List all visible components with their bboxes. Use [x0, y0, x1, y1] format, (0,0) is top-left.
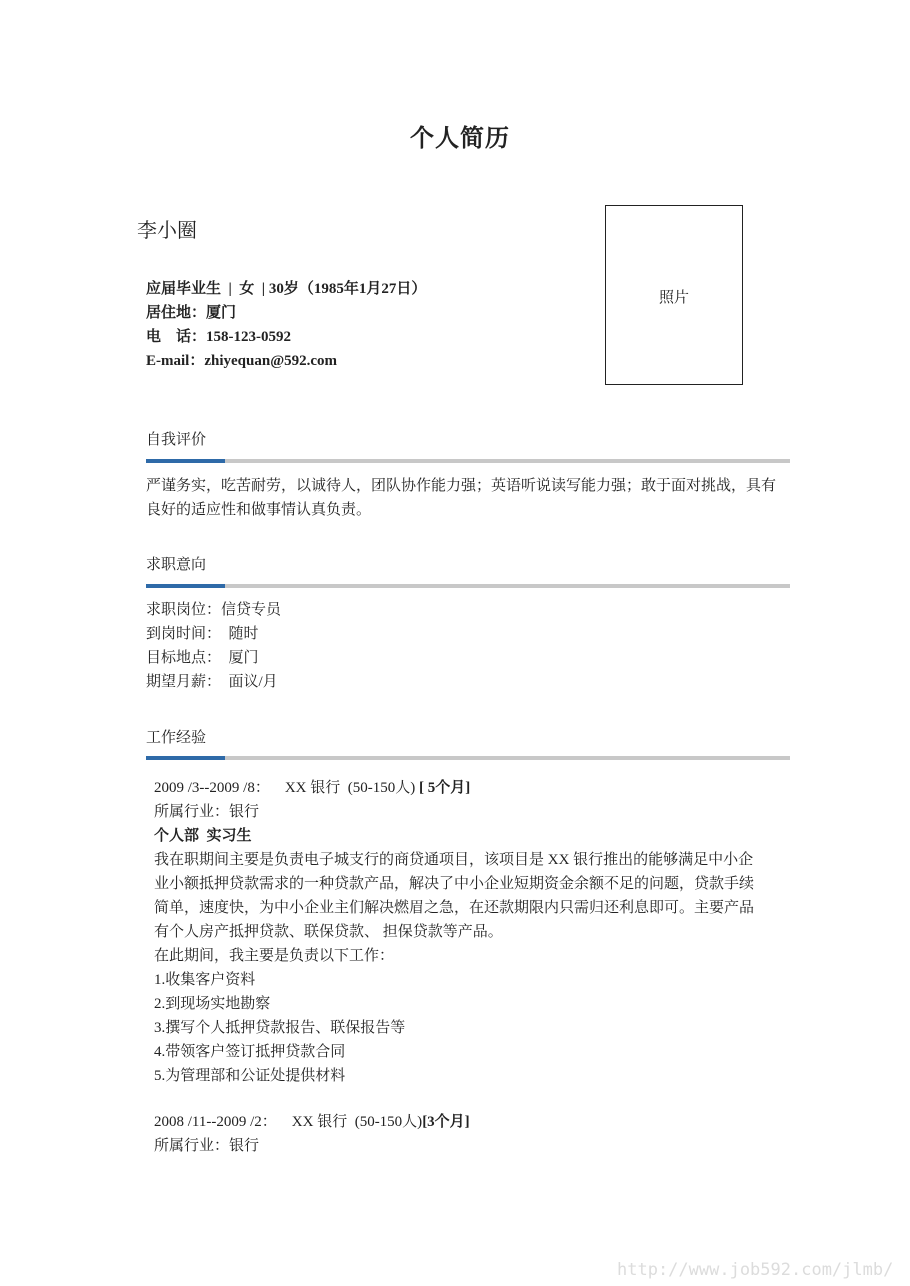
candidate-name: 李小圈	[137, 218, 197, 242]
self-evaluation-text: 严谨务实，吃苦耐劳，以诚待人，团队协作能力强；英语听说读写能力强；敢于面对挑战，具有良好的适应性和做事情认真负责。	[146, 478, 777, 518]
section-divider	[146, 459, 790, 463]
job-industry: 所属行业：银行	[154, 1138, 260, 1154]
job-period: 2009 /3--2009 /8：	[154, 780, 270, 796]
job-description-line: 我在职期间主要是负责电子城支行的商贷通项目，该项目是 XX 银行推出的能够满足中小企	[154, 852, 754, 868]
job-header	[154, 776, 790, 800]
intention-value: 厦门	[221, 650, 259, 666]
profile-phone	[146, 325, 426, 349]
profile-email	[146, 349, 426, 373]
intention-start-time	[146, 622, 281, 646]
phone-label: 电 话：	[146, 329, 207, 345]
section-divider-accent	[146, 584, 225, 588]
job-duty: 2.到现场实地勘察	[154, 996, 271, 1012]
job-entry	[154, 1110, 790, 1158]
job-duty: 3.撰写个人抵押贷款报告、联保报告等	[154, 1020, 406, 1036]
email-value: zhiyequan@592.com	[204, 353, 338, 369]
job-position: 个人部 实习生	[154, 828, 252, 844]
photo-placeholder	[605, 205, 743, 385]
job-duties-intro: 在此期间，我主要是负责以下工作：	[154, 948, 395, 964]
job-duration: [ 5个月]	[418, 780, 471, 796]
job-description-line: 有个人房产抵押贷款、联保贷款、 担保贷款等产品。	[154, 924, 503, 940]
job-duty: 1.收集客户资料	[154, 972, 256, 988]
section-divider-accent	[146, 756, 225, 760]
intention-label: 期望月薪：	[146, 674, 222, 690]
intention-value: 面议/月	[221, 674, 278, 690]
profile-info	[146, 277, 426, 373]
job-company: XX 银行 (50-150人)	[276, 1114, 423, 1130]
intention-label: 求职岗位：	[146, 602, 222, 618]
job-duty: 5.为管理部和公证处提供材料	[154, 1068, 346, 1084]
document-title: 个人简历	[410, 126, 510, 152]
profile-summary: 应届毕业生 | 女 | 30岁（1985年1月27日）	[146, 281, 427, 297]
intention-salary	[146, 670, 281, 694]
job-description-line: 业小额抵押贷款需求的一种贷款产品，解决了中小企业短期资金余额不足的问题，贷款手续	[154, 876, 755, 892]
photo-label: 照片	[658, 290, 689, 306]
job-intention-list	[146, 598, 281, 694]
intention-label: 目标地点：	[146, 650, 222, 666]
job-duty: 4.带领客户签订抵押贷款合同	[154, 1044, 346, 1060]
watermark-url: http://www.job592.com/jlmb/	[617, 1260, 894, 1280]
profile-residence	[146, 301, 426, 325]
section-heading-self-evaluation: 自我评价	[146, 432, 207, 448]
section-divider	[146, 756, 790, 760]
residence-label: 居住地：	[146, 305, 207, 321]
phone-value: 158-123-0592	[206, 329, 292, 345]
intention-value: 随时	[221, 626, 259, 642]
section-divider-accent	[146, 459, 225, 463]
intention-location	[146, 646, 281, 670]
job-entry	[154, 776, 790, 1088]
job-description-line: 简单，速度快，为中小企业主们解决燃眉之急，在还款期限内只需归还利息即可。主要产品	[154, 900, 755, 916]
job-period: 2008 /11--2009 /2：	[154, 1114, 277, 1130]
intention-value: 信贷专员	[221, 602, 282, 618]
email-label: E-mail：	[146, 353, 205, 369]
intention-label: 到岗时间：	[146, 626, 222, 642]
intention-position	[146, 598, 281, 622]
job-company: XX 银行 (50-150人)	[269, 780, 419, 796]
job-industry: 所属行业：银行	[154, 804, 260, 820]
section-divider	[146, 584, 790, 588]
job-header	[154, 1110, 790, 1134]
job-duration: [3个月]	[422, 1114, 470, 1130]
residence-value: 厦门	[206, 305, 237, 321]
section-heading-job-intention: 求职意向	[146, 557, 207, 573]
section-heading-work-experience: 工作经验	[146, 730, 207, 746]
